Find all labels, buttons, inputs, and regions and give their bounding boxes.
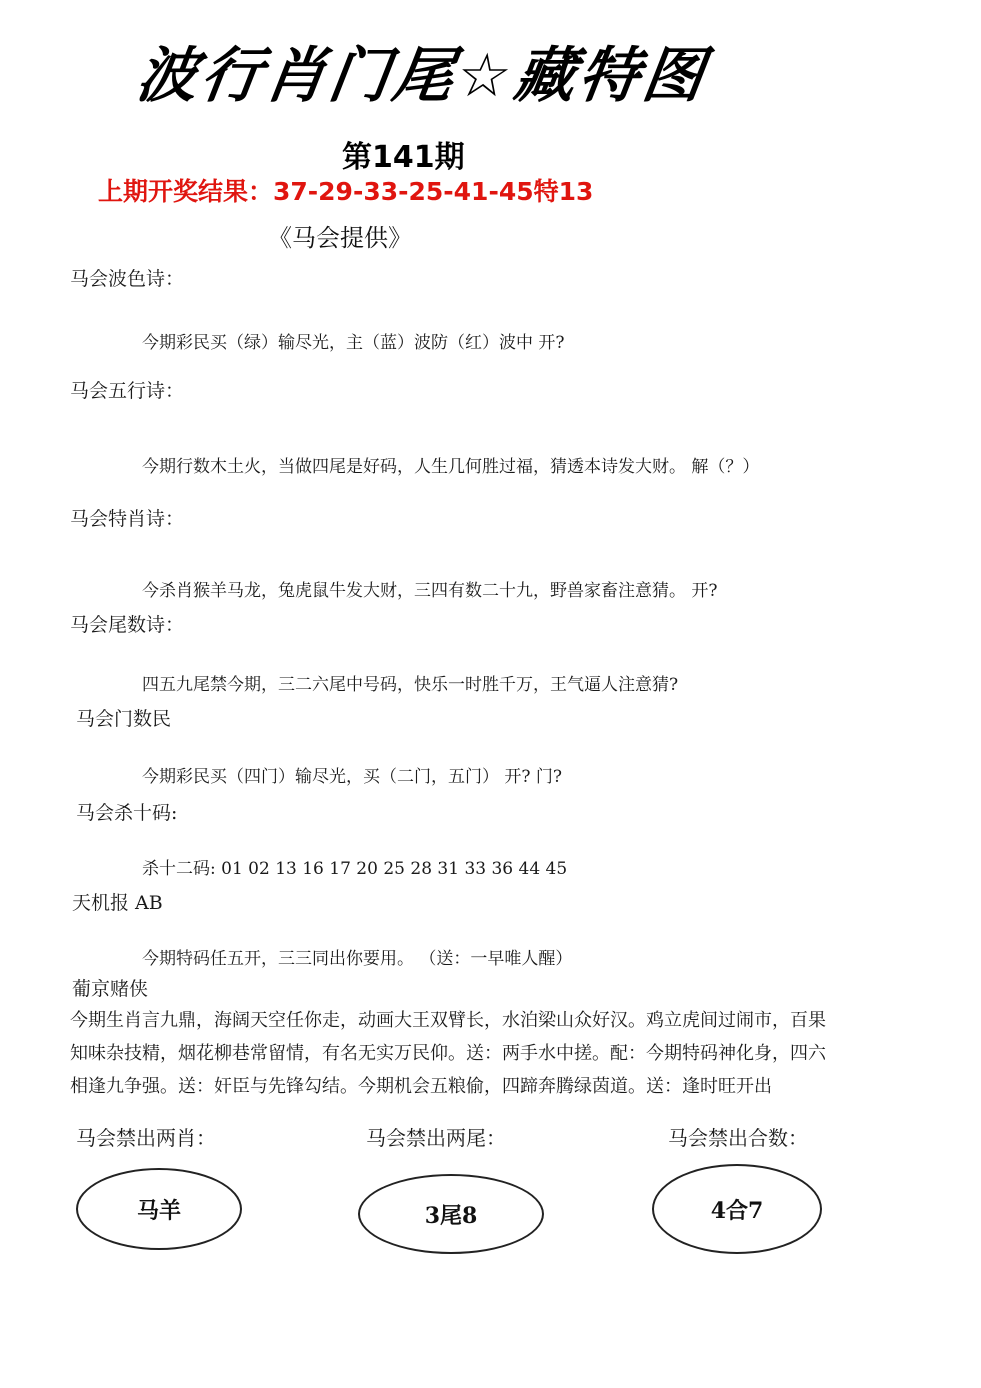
wave-color-label: 马会波色诗：: [70, 268, 185, 290]
special-zodiac-label: 马会特肖诗：: [70, 508, 185, 530]
macau-gambler-label: 葡京赌侠: [72, 978, 149, 1000]
last-result: 上期开奖结果：37-29-33-25-41-45特13: [98, 177, 594, 206]
tail-number-label: 马会尾数诗：: [70, 614, 185, 636]
door-number-poem: 今期彩民买（四门）输尽光，买（二门，五门） 开? 门?: [142, 767, 563, 787]
kill-ten-poem: 杀十二码: 01 02 13 16 17 20 25 28 31 33 36 44 45: [142, 859, 568, 879]
tianji-poem: 今期特码任五开，三三同出你要用。 （送：一早唯人醒）: [142, 949, 573, 969]
forbidden-tail-oval: [358, 1174, 544, 1254]
macau-gambler-text: [70, 1004, 826, 1103]
wave-color-poem: 今期彩民买（绿）输尽光，主（蓝）波防（红）波中 开?: [142, 333, 565, 353]
forbidden-sum-label: 马会禁出合数：: [668, 1126, 808, 1150]
tail-number-poem: 四五九尾禁今期，三二六尾中号码，快乐一时胜千万，王气逼人注意猜?: [142, 675, 679, 695]
forbidden-zodiac-label: 马会禁出两肖：: [76, 1126, 216, 1150]
issue-number: 第141期: [342, 140, 465, 175]
forbidden-sum-value: 4合7: [710, 1197, 764, 1224]
macau-gambler-line: 相逢九争强。送：奸臣与先锋勾结。今期机会五粮偷，四蹄奔腾绿茵道。送：逢时旺开出: [70, 1076, 772, 1097]
forbidden-tail-value: 3尾8: [424, 1202, 478, 1229]
macau-gambler-line: 知味杂技精，烟花柳巷常留情，有名无实万民仰。送：两手水中搓。配：今期特码神化身，四六: [70, 1043, 826, 1064]
five-elements-label: 马会五行诗：: [70, 380, 185, 402]
forbidden-sum-oval: [652, 1164, 822, 1254]
forbidden-zodiac-oval: [76, 1168, 242, 1250]
door-number-label: 马会门数民: [76, 708, 172, 730]
special-zodiac-poem: 今杀肖猴羊马龙，兔虎鼠牛发大财，三四有数二十九，野兽家畜注意猜。 开?: [142, 581, 718, 601]
provider: 《马会提供》: [268, 224, 412, 252]
macau-gambler-line: 今期生肖言九鼎，海阔天空任你走，动画大王双臂长，水泊梁山众好汉。鸡立虎间过闹市，百果: [70, 1010, 826, 1031]
forbidden-zodiac-value: 马羊: [136, 1197, 181, 1224]
forbidden-tail-label: 马会禁出两尾：: [366, 1126, 506, 1150]
kill-ten-label: 马会杀十码:: [76, 802, 178, 824]
tianji-label: 天机报 AB: [72, 892, 163, 914]
five-elements-poem: 今期行数木土火，当做四尾是好码，人生几何胜过福，猜透本诗发大财。 解（？）: [142, 457, 760, 477]
banner-title: 波行肖门尾☆藏特图: [132, 41, 713, 111]
